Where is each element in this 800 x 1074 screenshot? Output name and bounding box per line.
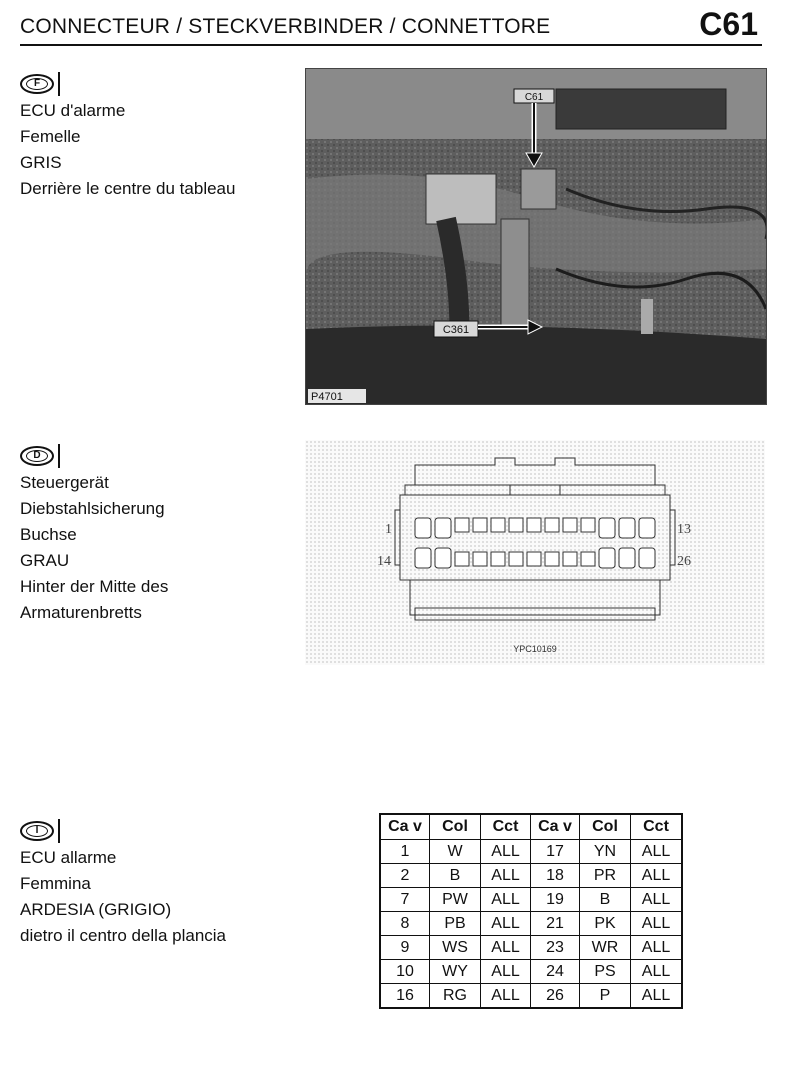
c61-photo-label: C61 [524,92,544,103]
french-line-2: Femelle [20,127,81,146]
table-row [380,864,682,888]
table-header-row [380,814,682,840]
pin-label-26: 26 [677,554,691,569]
table-cell: 1 [380,840,430,864]
italian-line-1: ECU allarme [20,848,117,867]
table-cell: 17 [531,840,580,864]
french-flag-icon: F [20,72,60,96]
german-description [20,440,168,626]
table-cell: PK [580,912,631,936]
table-row [380,840,682,864]
german-flag-icon: D [20,444,60,468]
table-cell: 26 [531,984,580,1009]
italian-flag-icon: I [20,819,60,843]
pin-label-13: 13 [677,522,691,537]
french-line-4: Derrière le centre du tableau [20,179,236,198]
table-cell: YN [580,840,631,864]
table-cell: PS [580,960,631,984]
table-cell: ALL [481,936,531,960]
table-cell: B [580,888,631,912]
header-circuit: Cct [631,814,683,840]
table-cell: ALL [481,984,531,1009]
pin-label-14: 14 [377,554,391,569]
french-line-3: GRIS [20,153,62,172]
table-cell: 18 [531,864,580,888]
table-cell: ALL [631,864,683,888]
photo-reference: P4701 [311,391,343,403]
table-row [380,984,682,1009]
connector-location-photo [305,68,767,405]
table-cell: ALL [481,912,531,936]
table-cell: 19 [531,888,580,912]
table-row [380,936,682,960]
table-cell: ALL [631,960,683,984]
header-cavity: Ca v [531,814,580,840]
table-cell: B [430,864,481,888]
drawing-reference: YPC10169 [513,644,557,654]
header-colour: Col [430,814,481,840]
header-circuit: Cct [481,814,531,840]
table-cell: PW [430,888,481,912]
table-cell: PB [430,912,481,936]
connector-code: C61 [699,6,758,42]
table-cell: 24 [531,960,580,984]
italian-line-3: ARDESIA (GRIGIO) [20,900,172,919]
table-cell: 23 [531,936,580,960]
german-line-1: Steuergerät [20,473,109,492]
table-cell: 21 [531,912,580,936]
table-cell: WS [430,936,481,960]
german-line-6: Armaturenbretts [20,603,142,622]
table-cell: 10 [380,960,430,984]
german-line-3: Buchse [20,525,77,544]
page-header [20,6,762,46]
table-cell: WR [580,936,631,960]
page-title: CONNECTEUR / STECKVERBINDER / CONNETTORE [20,15,551,38]
pin-assignment-table [379,813,683,1009]
table-cell: 7 [380,888,430,912]
table-cell: ALL [481,960,531,984]
photo-illustration [306,69,766,404]
table-cell: ALL [481,864,531,888]
german-line-4: GRAU [20,551,70,570]
connector-diagram [305,440,765,665]
italian-description [20,815,226,949]
table-cell: WY [430,960,481,984]
german-line-5: Hinter der Mitte des [20,577,169,596]
table-cell: 8 [380,912,430,936]
table-row [380,888,682,912]
french-line-1: ECU d'alarme [20,101,126,120]
table-cell: W [430,840,481,864]
table-cell: ALL [631,936,683,960]
table-cell: 2 [380,864,430,888]
table-row [380,960,682,984]
table-cell: ALL [631,984,683,1009]
c361-photo-label: C361 [442,324,470,336]
table-cell: ALL [631,912,683,936]
table-cell: ALL [631,840,683,864]
table-cell: PR [580,864,631,888]
table-cell: RG [430,984,481,1009]
table-cell: ALL [481,840,531,864]
pin-label-1: 1 [385,522,392,537]
table-cell: 16 [380,984,430,1009]
table-row [380,912,682,936]
table-cell: ALL [631,888,683,912]
connector-pin-drawing [305,440,765,665]
german-line-2: Diebstahlsicherung [20,499,165,518]
italian-line-4: dietro il centro della plancia [20,926,227,945]
header-cavity: Ca v [380,814,430,840]
french-description [20,68,235,202]
table-cell: ALL [481,888,531,912]
italian-line-2: Femmina [20,874,91,893]
header-colour: Col [580,814,631,840]
table-cell: 9 [380,936,430,960]
table-cell: P [580,984,631,1009]
